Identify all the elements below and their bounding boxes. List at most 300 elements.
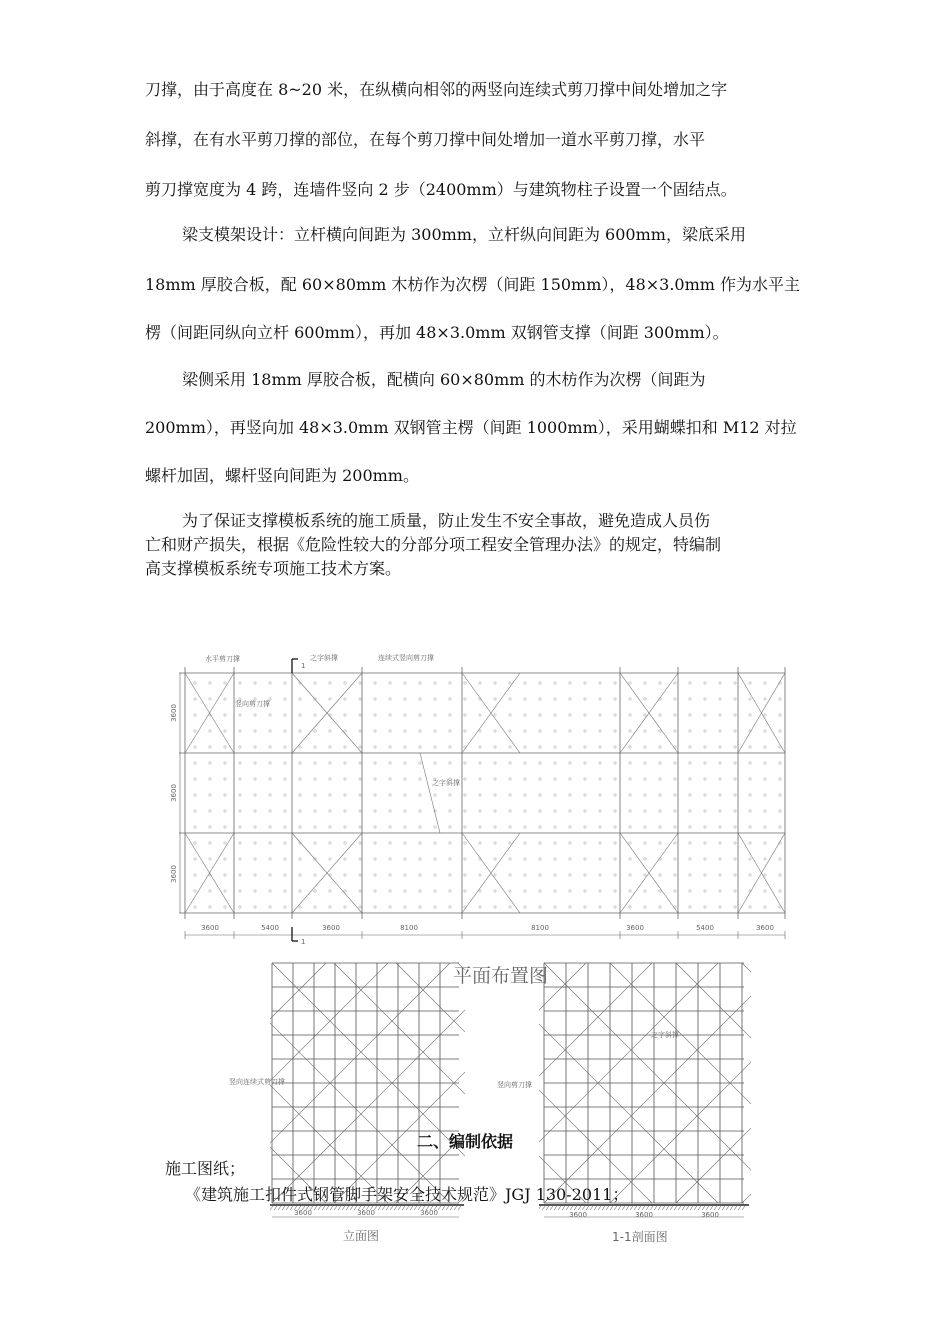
plan-post [719,842,721,844]
plan-post [359,890,361,892]
plan-post [344,682,346,684]
plan-post [509,794,511,796]
plan-post [689,730,691,732]
plan-post [359,778,361,780]
plan-post [419,698,421,700]
plan-post [299,890,301,892]
plan-post [434,714,436,716]
plan-post [704,698,706,700]
plan-post [584,858,586,860]
plan-post [359,682,361,684]
plan-post [734,890,736,892]
plan-post [419,810,421,812]
plan-post [689,746,691,748]
plan-post [779,730,781,732]
plan-post [314,730,316,732]
plan-post [539,746,541,748]
plan-post [524,746,526,748]
plan-post [254,794,256,796]
elevation-ground-hatch [450,1206,453,1210]
section-ground-hatch [558,1206,561,1210]
plan-post [644,826,646,828]
elevation-dim-3: 3600 [420,1209,438,1217]
plan-post [494,906,496,908]
plan-post [269,778,271,780]
plan-post [314,682,316,684]
plan-post [659,714,661,716]
plan-post [509,762,511,764]
plan-post [569,762,571,764]
plan-post [239,794,241,796]
plan-post [404,842,406,844]
plan-post [779,826,781,828]
plan-post [359,746,361,748]
section-ground-hatch [538,1206,541,1210]
plan-post [599,714,601,716]
section-ground-hatch [622,1206,625,1210]
plan-post [614,810,616,812]
elevation-ground-hatch [314,1206,317,1210]
plan-post [314,778,316,780]
plan-post [299,698,301,700]
plan-post [434,794,436,796]
plan-post [194,826,196,828]
plan-post [239,730,241,732]
elevation-ground-hatch [342,1206,345,1210]
plan-post [719,874,721,876]
elevation-ground-hatch [334,1206,337,1210]
plan-post [749,842,751,844]
plan-post [644,714,646,716]
plan-post [554,858,556,860]
section-ground-hatch [682,1206,685,1210]
plan-post [659,762,661,764]
plan-post [374,842,376,844]
plan-post [779,794,781,796]
plan-post [299,794,301,796]
plan-post [719,890,721,892]
plan-post [524,874,526,876]
plan-post [224,778,226,780]
elevation-ground-hatch [438,1206,441,1210]
plan-post [269,746,271,748]
plan-post [194,730,196,732]
plan-post [194,890,196,892]
plan-post [494,890,496,892]
plan-post [209,826,211,828]
section-ground-hatch [690,1206,693,1210]
plan-post [329,906,331,908]
plan-post [689,778,691,780]
plan-post [194,762,196,764]
plan-post [284,746,286,748]
plan-post [719,826,721,828]
plan-row-dim-1: 3600 [170,704,178,722]
section-ground-hatch [662,1206,665,1210]
plan-post [449,682,451,684]
plan-post [569,858,571,860]
plan-post [224,698,226,700]
plan-post [674,810,676,812]
plan-post [599,810,601,812]
plan-post [749,778,751,780]
plan-post [719,682,721,684]
plan-post [629,778,631,780]
plan-label-horizontal-brace: 水平剪刀撑 [205,655,240,663]
plan-post [509,810,511,812]
plan-post [509,682,511,684]
plan-post [419,874,421,876]
plan-post [644,698,646,700]
plan-post [239,762,241,764]
plan-post [749,874,751,876]
plan-post [464,682,466,684]
plan-post [269,762,271,764]
section-ground-hatch [562,1206,565,1210]
plan-post [719,906,721,908]
plan-post [524,906,526,908]
section-label-zigzag: 之字斜撑 [651,1031,679,1039]
plan-post [569,778,571,780]
plan-post [704,682,706,684]
section-ground-hatch [710,1206,713,1210]
plan-post [599,858,601,860]
plan-post [284,826,286,828]
plan-post [269,810,271,812]
plan-post [209,858,211,860]
plan-post [734,794,736,796]
plan-post [389,826,391,828]
plan-post [284,794,286,796]
plan-post [404,794,406,796]
plan-post [254,858,256,860]
plan-post [344,874,346,876]
plan-post [419,826,421,828]
plan-post [629,810,631,812]
plan-post [704,826,706,828]
plan-post [329,682,331,684]
plan-post [254,682,256,684]
plan-post [584,890,586,892]
plan-post [704,810,706,812]
plan-post [359,858,361,860]
plan-section-mark-bottom: 1 [301,938,306,946]
plan-post [554,794,556,796]
plan-post [734,858,736,860]
plan-post [314,874,316,876]
plan-post [689,874,691,876]
plan-post [254,890,256,892]
section-cross-brace [940,963,950,1203]
plan-post [359,906,361,908]
plan-post [359,874,361,876]
plan-post [749,762,751,764]
section-ground-hatch [634,1206,637,1210]
plan-post [419,778,421,780]
plan-post [329,778,331,780]
plan-post [629,762,631,764]
elevation-ground-hatch [330,1206,333,1210]
plan-post [419,794,421,796]
plan-post [344,730,346,732]
plan-post [389,906,391,908]
plan-post [419,858,421,860]
plan-post [569,794,571,796]
section-ground-hatch [610,1206,613,1210]
plan-post [404,778,406,780]
para-1-line-2: 斜撑，在有水平剪刀撑的部位，在每个剪刀撑中间处增加一道水平剪刀撑，水平 [145,130,706,149]
plan-post [404,746,406,748]
plan-post [374,794,376,796]
plan-post [239,810,241,812]
plan-post [599,746,601,748]
plan-post [314,826,316,828]
plan-post [314,762,316,764]
plan-post [614,874,616,876]
elevation-ground-hatch [386,1206,389,1210]
plan-post [359,842,361,844]
plan-post [749,826,751,828]
section-ground-hatch [730,1206,733,1210]
plan-post [659,730,661,732]
elevation-ground-hatch [378,1206,381,1210]
plan-post [434,698,436,700]
plan-post [479,714,481,716]
plan-post [299,762,301,764]
plan-post [689,810,691,812]
plan-post [659,842,661,844]
plan-post [539,714,541,716]
plan-post [284,682,286,684]
plan-post [209,794,211,796]
plan-post [494,842,496,844]
section-ground-hatch [646,1206,649,1210]
plan-post [554,874,556,876]
plan-post [659,906,661,908]
plan-post [494,682,496,684]
plan-post [689,906,691,908]
section-cross-brace [940,963,950,1203]
plan-post [689,890,691,892]
plan-post [224,842,226,844]
plan-post [644,746,646,748]
plan-post [779,810,781,812]
plan-post [644,906,646,908]
plan-post [599,730,601,732]
plan-post [224,874,226,876]
plan-post [509,890,511,892]
plan-post [479,874,481,876]
section-ground-hatch [658,1206,661,1210]
plan-row-dim-2: 3600 [170,784,178,802]
plan-post [749,858,751,860]
plan-post [539,906,541,908]
plan-post [314,842,316,844]
elevation-ground-hatch [266,1206,269,1210]
plan-post [374,762,376,764]
plan-col-dim-3: 3600 [322,924,340,932]
plan-post [494,746,496,748]
plan-post [689,794,691,796]
plan-post [539,842,541,844]
plan-post [449,874,451,876]
plan-post [449,858,451,860]
plan-post [779,714,781,716]
plan-post [719,810,721,812]
elevation-ground-hatch [458,1206,461,1210]
plan-post [659,890,661,892]
section-ground-hatch [638,1206,641,1210]
plan-post [689,714,691,716]
plan-post [329,746,331,748]
plan-post [464,714,466,716]
plan-post [524,810,526,812]
plan-post [299,874,301,876]
plan-post [404,682,406,684]
plan-post [344,762,346,764]
plan-post [659,746,661,748]
plan-post [329,794,331,796]
plan-post [629,858,631,860]
plan-post [299,746,301,748]
section-ground-hatch [694,1206,697,1210]
plan-post [359,730,361,732]
plan-post [494,826,496,828]
plan-post [344,906,346,908]
plan-post [224,762,226,764]
plan-post [494,762,496,764]
plan-post [779,890,781,892]
plan-post [764,810,766,812]
plan-post [284,890,286,892]
plan-post [569,730,571,732]
plan-post [554,810,556,812]
plan-post [524,682,526,684]
plan-post [479,794,481,796]
elevation-ground-hatch [290,1206,293,1210]
plan-post [464,874,466,876]
plan-post [659,682,661,684]
plan-post [569,842,571,844]
plan-post [389,714,391,716]
plan-post [359,810,361,812]
plan-post [704,858,706,860]
plan-post [509,778,511,780]
elevation-ground-hatch [282,1206,285,1210]
plan-post [644,842,646,844]
plan-post [254,746,256,748]
section-ground-hatch [570,1206,573,1210]
plan-post [374,858,376,860]
plan-post [629,714,631,716]
elevation-ground-hatch [414,1206,417,1210]
plan-post [284,778,286,780]
plan-post [719,762,721,764]
plan-post [329,810,331,812]
plan-post [284,810,286,812]
plan-post [374,682,376,684]
plan-post [269,730,271,732]
plan-post [629,906,631,908]
plan-post [539,762,541,764]
plan-post [344,698,346,700]
plan-post [344,858,346,860]
plan-post [734,778,736,780]
plan-section-mark-top: 1 [301,662,306,670]
plan-post [524,698,526,700]
plan-post [584,810,586,812]
plan-post [269,826,271,828]
section-dim-1: 3600 [569,1211,587,1219]
plan-post [644,858,646,860]
plan-post [719,714,721,716]
plan-post [704,906,706,908]
plan-post [464,858,466,860]
plan-post [734,810,736,812]
plan-post [734,746,736,748]
plan-post [704,714,706,716]
plan-post [194,906,196,908]
plan-post [689,826,691,828]
plan-post [209,682,211,684]
plan-post [224,906,226,908]
plan-post [269,794,271,796]
plan-post [704,842,706,844]
section-ground-hatch [722,1206,725,1210]
plan-post [434,906,436,908]
plan-post [494,730,496,732]
plan-post [584,698,586,700]
plan-post [584,682,586,684]
plan-post [644,874,646,876]
plan-post [269,874,271,876]
plan-post [464,794,466,796]
plan-post [584,714,586,716]
plan-post [449,794,451,796]
plan-post [704,874,706,876]
section-ground-hatch [670,1206,673,1210]
plan-post [779,874,781,876]
plan-post [749,810,751,812]
elevation-ground-hatch [270,1206,273,1210]
plan-post [449,698,451,700]
plan-post [269,682,271,684]
elevation-ground-hatch [322,1206,325,1210]
plan-post [554,682,556,684]
plan-post [509,698,511,700]
plan-post [314,906,316,908]
plan-label-zigzag-mid: 之字斜撑 [432,779,460,787]
plan-post [614,746,616,748]
plan-post [284,858,286,860]
plan-post [539,730,541,732]
plan-post [239,682,241,684]
plan-post [749,794,751,796]
plan-post [749,682,751,684]
plan-post [299,778,301,780]
section-ground-hatch [554,1206,557,1210]
plan-post [614,858,616,860]
plan-post [734,698,736,700]
section-cross-brace [808,963,950,1203]
plan-post [494,858,496,860]
plan-post [779,698,781,700]
plan-post [389,890,391,892]
plan-post [599,890,601,892]
section-ground-hatch [546,1206,549,1210]
plan-post [344,746,346,748]
plan-post [764,746,766,748]
